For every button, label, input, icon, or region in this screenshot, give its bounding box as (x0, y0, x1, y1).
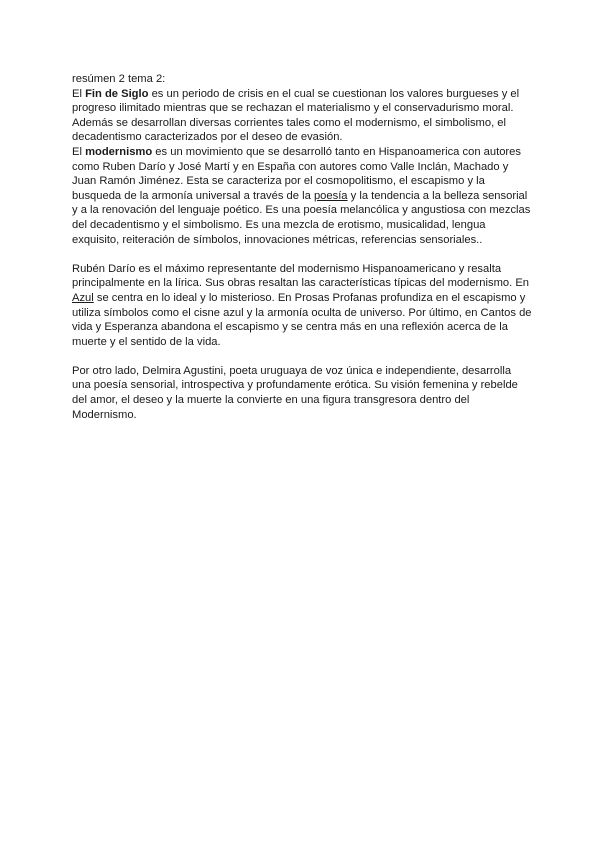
bold-term-fin-de-siglo: Fin de Siglo (85, 87, 149, 100)
bold-term-modernismo: modernismo (85, 145, 153, 158)
text-run: El (72, 87, 86, 100)
text-run: y la tendencia a la belleza sensorial y a la renovación del lenguaje poético. Es una poesía melancólica y angustiosa con mezclas del decadentismo y el simbolismo. Es una mezcla de erotismo, musicalidad, lengua exquisito, reiteración de símbolos, innovaciones métricas, referencias sensoriales.. (72, 189, 531, 246)
blank-line (72, 247, 532, 262)
blank-line (72, 349, 532, 364)
text-run: Rubén Darío es el máximo representante del modernismo Hispanoamericano y resalta principalmente en la lírica. Sus obras resaltan las características típicas del modernismo. En (72, 262, 530, 290)
paragraph-fin-de-siglo (72, 87, 532, 145)
text-run: se centra en lo ideal y lo misterioso. En Prosas Profanas profundiza en el escapismo y utiliza símbolos como el cisne azul y la armonía oculta de universo. Por último, en Cantos de vida y Esperanza abandona el escapismo y se centra más en una reflexión acerca de la muerte y el sentido de la vida. (72, 291, 532, 348)
paragraph-delmira-agustini: Por otro lado, Delmira Agustini, poeta uruguaya de voz única e independiente, desarrolla una poesía sensorial, introspectiva y profundamente erótica. Su visión femenina y rebelde del amor, el deseo y la muerte la convierte en una figura transgresora dentro del Modernismo. (72, 364, 518, 421)
text-run: es un movimiento que se desarrolló tanto en Hispanoamerica con autores como Ruben Darío y José Martí y en España con autores como Valle Inclán, Machado y Juan Ramón Jiménez. Esta se caracteriza por el cosmopolitismo, el escapismo y la busqueda de la armonía universal a través de la (72, 145, 521, 202)
link-azul[interactable]: Azul (72, 291, 94, 304)
paragraph-modernismo (72, 145, 532, 247)
link-poesia[interactable]: poesía (313, 189, 348, 202)
document-body (72, 72, 532, 422)
text-run: es un periodo de crisis en el cual se cuestionan los valores burgueses y el progreso ilimitado mientras que se rechazan el materialismo y el conservadurismo moral. Además se desarrollan diversas corrientes tales como el modernismo, el simbolismo, el decadentismo caracterizados por el deseo de evasión. (72, 87, 520, 144)
document-title: resúmen 2 tema 2: (72, 73, 166, 85)
paragraph-ruben-dario (72, 262, 532, 350)
text-run: El (72, 145, 86, 158)
